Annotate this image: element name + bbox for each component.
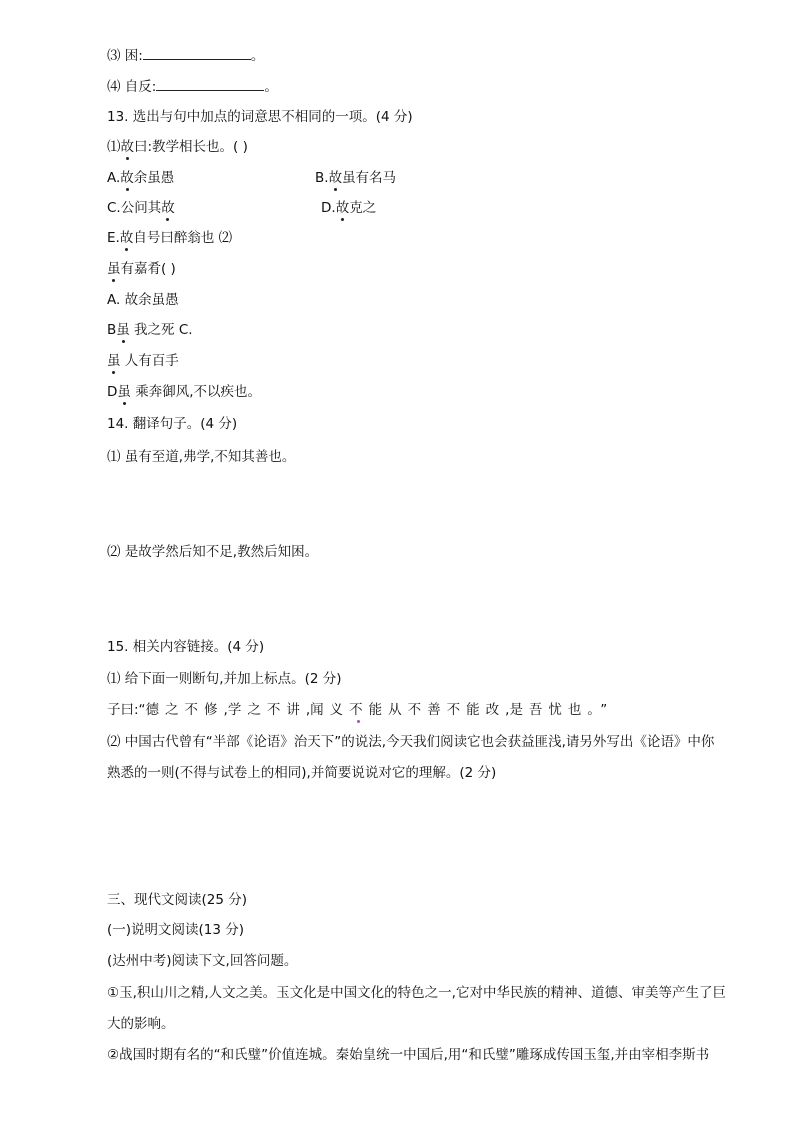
q13-option-e: E.故自号曰醉翁也 ⑵ (107, 230, 233, 246)
q13-option-b: B.故虽有名马 (315, 170, 397, 186)
q13-option-c: C.公问其故 (107, 200, 175, 216)
section-3-subtitle: (一)说明文阅读(13 分) (107, 922, 245, 938)
dotted-word: 虽 (107, 261, 121, 277)
q15-title: 15. 相关内容链接。(4 分) (107, 639, 265, 655)
q12-item-3: ⑶ 困: 。 (107, 48, 265, 64)
dotted-word: 虽 (107, 353, 121, 369)
q13-sub2-option-b: B虽 我之死 C. (107, 322, 193, 338)
q12-item-4-label: ⑷ 自反: (107, 79, 157, 95)
dotted-word: 故 (120, 139, 134, 155)
dotted-word: 故 (328, 170, 343, 186)
dotted-word: 虽 (117, 384, 131, 400)
q12-item-4: ⑷ 自反: 。 (107, 79, 278, 95)
dotted-word: 故 (161, 200, 175, 216)
q13-option-a: A.故余虽愚 (107, 170, 175, 186)
q12-item-3-blank[interactable] (143, 46, 251, 60)
q13-sub2-option-a: A. 故余虽愚 (107, 292, 179, 308)
q12-item-3-label: ⑶ 困: (107, 48, 143, 64)
q15-quote: 子曰:“德之不修,学之不讲,闻义不能从不善不能改,是吾忧也。” (107, 702, 608, 718)
q13-sub1: ⑴故曰:教学相长也。( ) (107, 139, 248, 155)
q15-sub2-line-2: 熟悉的一则(不得与试卷上的相同),并简要说说对它的理解。(2 分) (107, 765, 497, 781)
dotted-word: 虽 (116, 322, 130, 338)
section-3-intro: (达州中考)阅读下文,回答问题。 (107, 953, 298, 969)
q13-sub2-option-d: D虽 乘奔御风,不以疾也。 (107, 384, 261, 400)
section-3-para2-line1: ②战国时期有名的“和氏璧”价值连城。秦始皇统一中国后,用“和氏璧”雕琢成传国玉玺,并由宰相李斯书 (107, 1047, 710, 1063)
q14-sentence-1: ⑴ 虽有至道,弗学,不知其善也。 (107, 449, 296, 465)
section-3-title: 三、现代文阅读(25 分) (107, 892, 248, 908)
q14-sentence-2: ⑵ 是故学然后知不足,教然后知困。 (107, 544, 319, 560)
section-3-para1-line2: 大的影响。 (107, 1016, 175, 1032)
q15-sub2-line-1: ⑵ 中国古代曾有“半部《论语》治天下”的说法,今天我们阅读它也会获益匪浅,请另外写出《论语》中你 (107, 734, 715, 750)
section-3-para1-line1: ①玉,积山川之精,人文之美。玉文化是中国文化的特色之一,它对中华民族的精神、道德、审美等产生了巨 (107, 985, 726, 1001)
dotted-word: 故 (335, 200, 350, 216)
dotted-word: 故 (119, 230, 134, 246)
q13-title: 13. 选出与句中加点的词意思不相同的一项。(4 分) (107, 109, 413, 125)
q12-item-4-blank[interactable] (156, 77, 264, 91)
q13-sub2-option-c: 虽 人有百手 (107, 353, 179, 369)
q13-option-d: D.故克之 (321, 200, 377, 216)
q13-sub2: 虽有嘉肴( ) (107, 261, 176, 277)
dotted-word: 故 (120, 170, 134, 186)
q15-sub1: ⑴ 给下面一则断句,并加上标点。(2 分) (107, 671, 342, 687)
q14-title: 14. 翻译句子。(4 分) (107, 416, 238, 432)
